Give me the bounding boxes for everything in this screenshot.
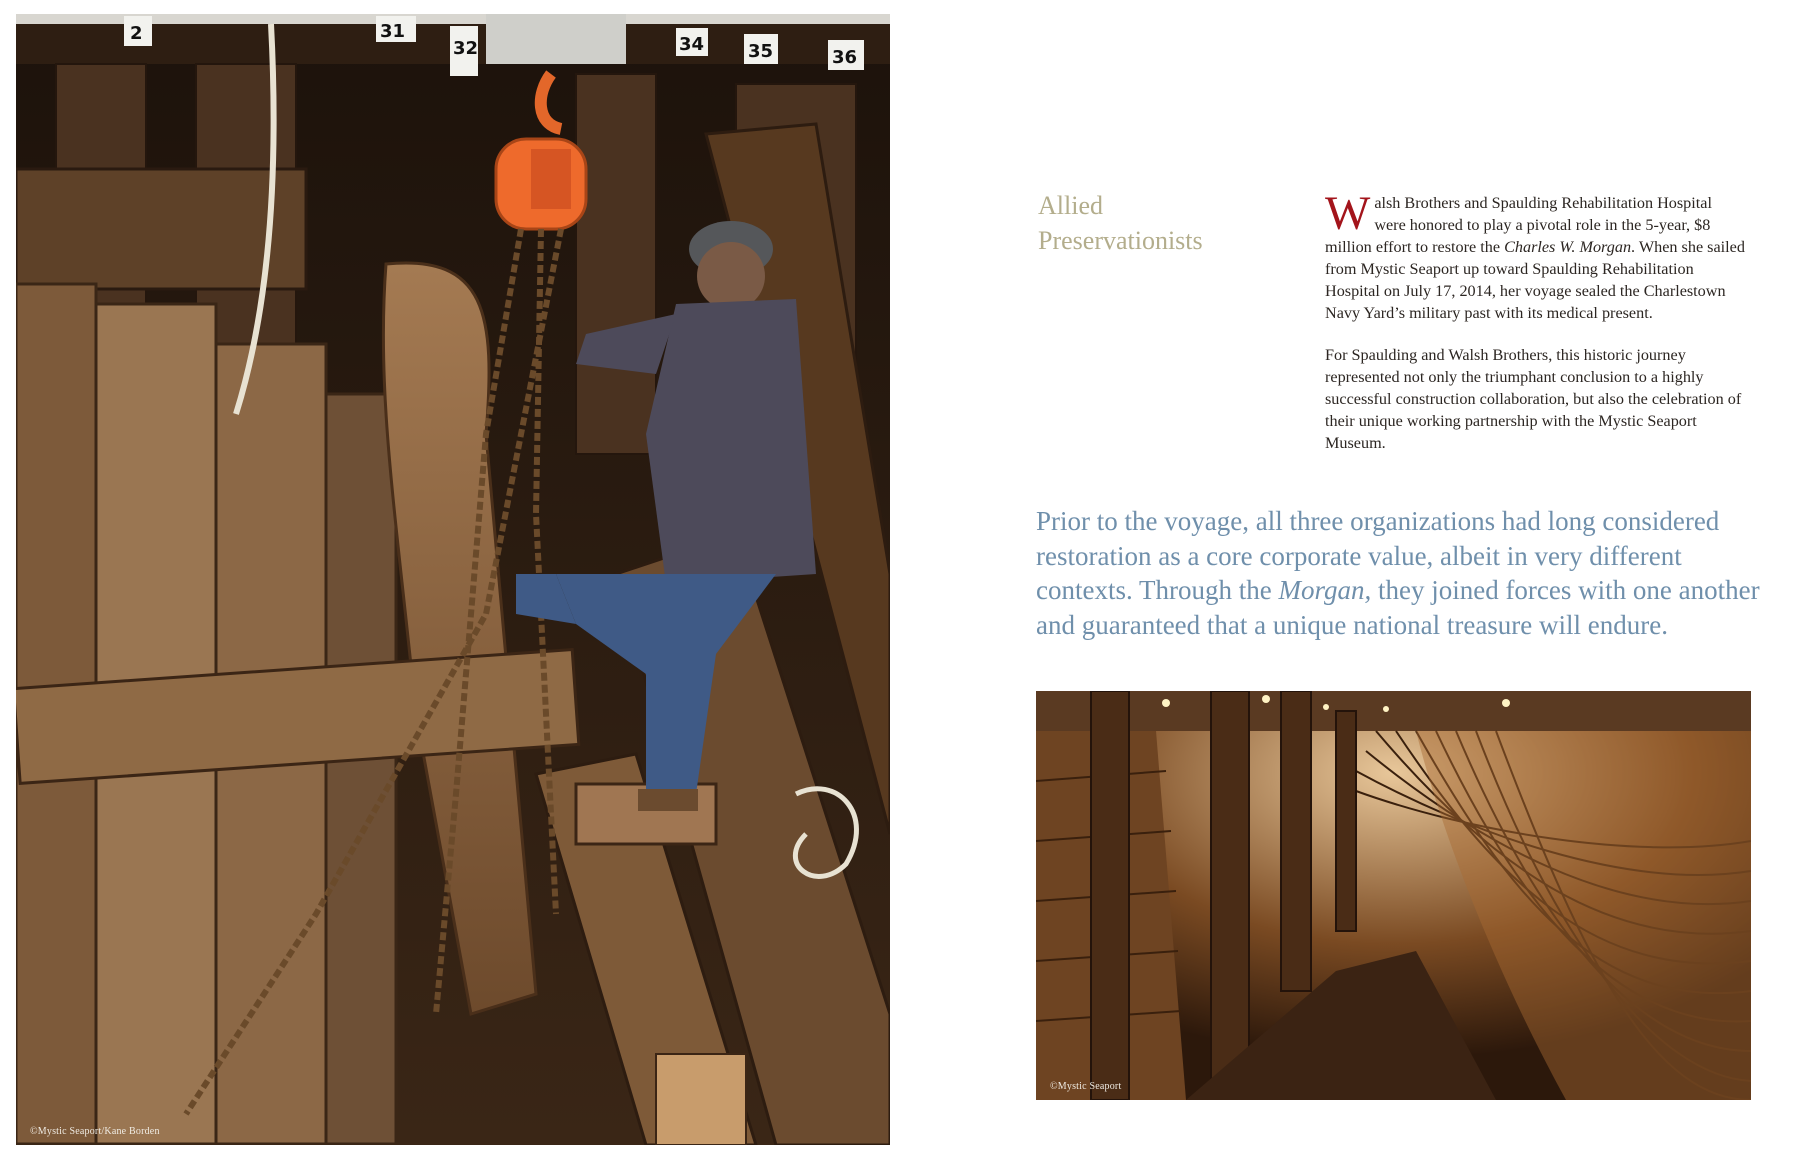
hull-interior-illustration [1036, 691, 1751, 1100]
frame-number-card: 34 [679, 34, 705, 55]
body-text [1325, 187, 1745, 474]
frame-number-card: 32 [453, 38, 479, 59]
body-p1-text-cont: . When she sailed from Mystic Seaport up toward Spaulding Rehabilitation Hospital on July 17, 2014, her voyage sealed the Charlestown Navy Yard’s military past with its medical present. [1325, 238, 1745, 322]
pull-quote [1036, 504, 1776, 642]
worker-hoist-illustration [16, 14, 890, 1145]
photo-credit: ©Mystic Seaport/Kane Borden [30, 1126, 160, 1137]
frame-number-card: 31 [380, 21, 406, 42]
frame-number-card: 2 [130, 23, 143, 44]
pull-quote-text-cont: they joined forces with one another and guaranteed that a unique national treasure will endure. [1036, 575, 1760, 640]
right-photo-hull-interior [1036, 691, 1751, 1100]
pull-quote-text: Prior to the voyage, all three organizations had long considered restoration as a core corporate value, albeit in very different contexts. Through the [1036, 506, 1720, 605]
ship-name-italic: Charles W. Morgan [1504, 238, 1632, 256]
photo-credit: ©Mystic Seaport [1050, 1081, 1122, 1092]
body-paragraph-2: For Spaulding and Walsh Brothers, this historic journey represented not only the triumphant conclusion to a highly successful construction collaboration, but also the celebration of their unique working partnership with the Mystic Seaport Museum. [1325, 346, 1742, 452]
section-title-line-2: Preservationists [1038, 226, 1203, 255]
body-paragraph-1 [1325, 187, 1745, 324]
drop-cap: W [1325, 187, 1371, 240]
left-photo-worker-hoist [16, 14, 890, 1145]
pull-quote-italic: Morgan, [1278, 575, 1372, 605]
frame-number-card: 36 [832, 47, 858, 68]
frame-number-card: 35 [748, 41, 774, 62]
body-p1-text: alsh Brothers and Spaulding Rehabilitation Hospital were honored to play a pivotal role in the 5-year, $8 million effort to restore the [1325, 194, 1712, 256]
section-title-line-1: Allied [1038, 191, 1103, 220]
section-title [1038, 188, 1288, 258]
